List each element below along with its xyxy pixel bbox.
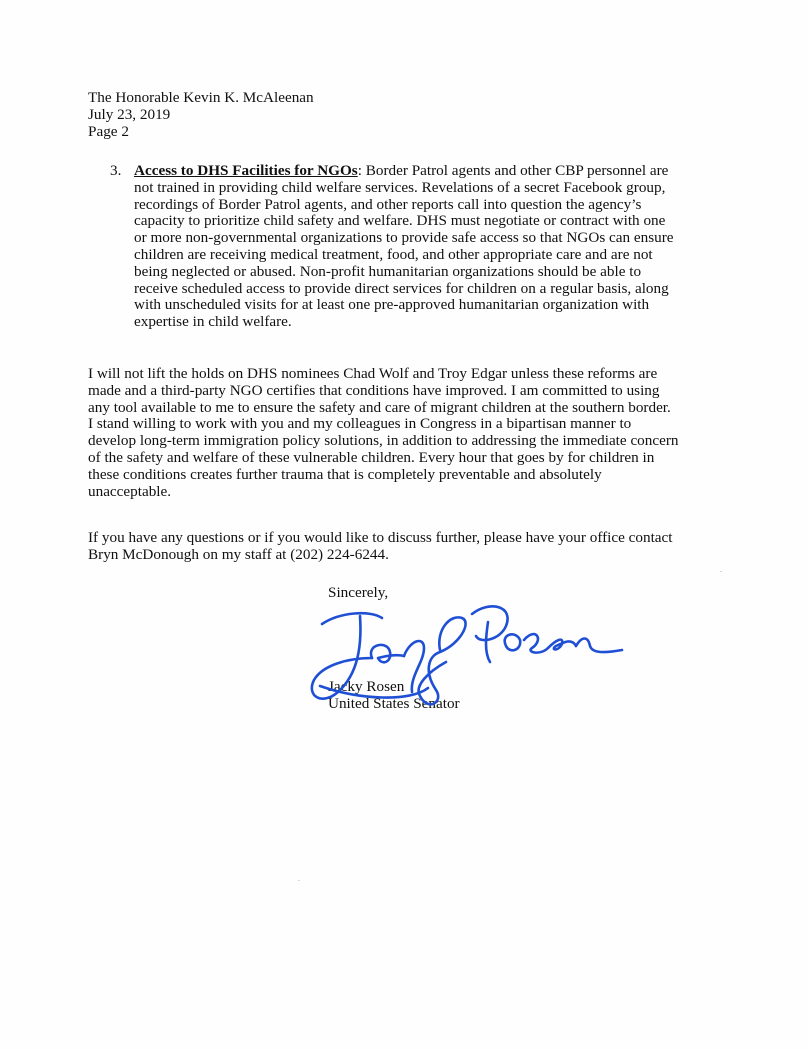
scan-speck <box>720 571 722 572</box>
signature-stroke-a <box>371 645 404 662</box>
paragraph-line: of the safety and welfare of these vulnerable children. Every hour that goes by for children in <box>88 448 655 466</box>
item-line: or more non-governmental organizations to provide safe access so that NGOs can ensure <box>134 229 674 247</box>
signature-stroke-s <box>524 634 548 653</box>
signature-stroke-r-stem <box>419 617 466 704</box>
item-line: not trained in providing child welfare services. Revelations of a secret Facebook group, <box>134 178 666 196</box>
item-line: receive scheduled access to provide direct services for children on a regular basis, along <box>134 279 669 297</box>
paragraph-line: any tool available to me to ensure the safety and care of migrant children at the southern border. <box>88 398 671 416</box>
item-number: 3. <box>110 162 122 179</box>
letter-header <box>88 89 688 140</box>
paragraph-line: I will not lift the holds on DHS nominees Chad Wolf and Troy Edgar unless these reforms are <box>88 365 658 382</box>
contact-paragraph <box>88 530 718 564</box>
paragraph-line: unacceptable. <box>88 482 172 500</box>
paragraph-line: these conditions creates further trauma that is completely preventable and absolutely <box>88 465 602 483</box>
paragraph-line: develop long-term immigration policy solutions, in addition to addressing the immediate concern <box>88 432 679 450</box>
paragraph-line: made and a third-party NGO certifies that conditions have improved. I am committed to using <box>88 381 660 399</box>
signature-stroke-j-top <box>322 613 382 624</box>
signature-stroke-o <box>505 634 521 650</box>
signer-title: United States Senator <box>328 695 460 712</box>
signature-stroke-r-leg <box>486 622 490 662</box>
recipient-line: The Honorable Kevin K. McAleenan <box>88 89 314 106</box>
item-line <box>134 163 724 180</box>
item-line: with unscheduled visits for at least one pre-approved humanitarian organization with <box>134 296 650 314</box>
scan-speck <box>298 880 300 881</box>
paragraph-line: I stand willing to work with you and my colleagues in Congress in a bipartisan manner to <box>88 415 632 433</box>
letter-date: July 23, 2019 <box>88 106 171 123</box>
paragraph-line: Bryn McDonough on my staff at (202) 224-6244. <box>88 545 389 563</box>
signature-stroke-n <box>576 639 622 653</box>
item-line-text: : Border Patrol agents and other CBP personnel are <box>357 162 669 179</box>
closing-salutation: Sincerely, <box>328 584 389 601</box>
item-line: expertise in child welfare. <box>134 313 292 331</box>
signature-stroke-e <box>548 640 576 650</box>
holds-paragraph <box>88 366 718 500</box>
item-line: being neglected or abused. Non-profit humanitarian organizations should be able to <box>134 262 642 280</box>
paragraph-line: If you have any questions or if you would like to discuss further, please have your office contact <box>88 529 673 546</box>
page-number: Page 2 <box>88 123 129 140</box>
signer-name: Jacky Rosen <box>328 678 405 695</box>
item-line: children are receiving medical treatment, food, and other appropriate care and are not <box>134 245 653 263</box>
item-line: capacity to prioritize child safety and welfare. DHS must negotiate or contract with one <box>134 212 666 230</box>
handwritten-signature <box>300 596 630 726</box>
signature-stroke-r-arc <box>472 606 508 640</box>
item-line: recordings of Border Patrol agents, and other reports call into question the agency’s <box>134 195 642 213</box>
item-heading: Access to DHS Facilities for NGOs <box>134 162 358 179</box>
item-body <box>134 163 724 331</box>
